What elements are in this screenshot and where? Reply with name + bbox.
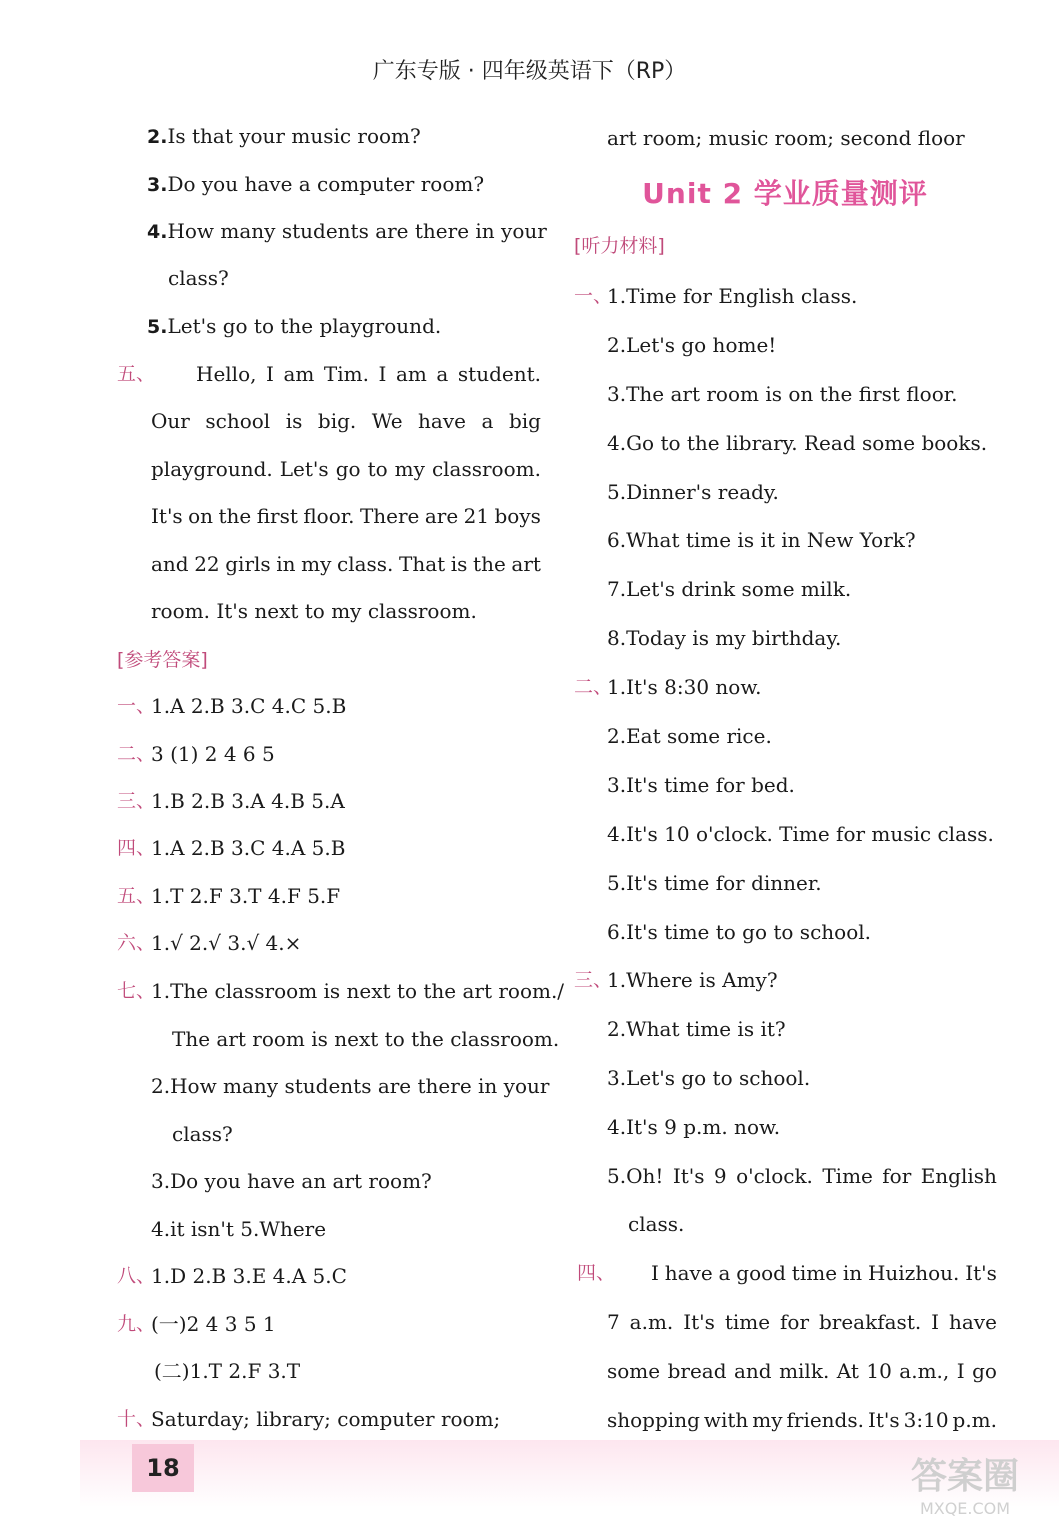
list-item xyxy=(147,122,542,151)
section-label: 六、 xyxy=(117,932,156,954)
passage-line: 7 a.m. It's time for breakfast. I have xyxy=(607,1310,997,1334)
passage-line: It's on the first floor. There are 21 boys xyxy=(151,504,541,528)
item-text: class? xyxy=(168,266,229,290)
answer-line: 1.T 2.F 3.T 4.F 5.F xyxy=(151,884,341,908)
section-label: 八、 xyxy=(117,1265,156,1287)
listening-line: 6.It's time to go to school. xyxy=(607,920,871,944)
section-label: 四、 xyxy=(577,1262,616,1284)
listening-line: 5.It's time for dinner. xyxy=(607,871,822,895)
section-label: 五、 xyxy=(117,885,156,907)
answer-line: 1.A 2.B 3.C 4.C 5.B xyxy=(151,694,347,718)
listening-line: 2.Eat some rice. xyxy=(607,724,772,748)
section-label: 四、 xyxy=(117,837,156,859)
listening-line: 4.Go to the library. Read some books. xyxy=(607,431,988,455)
item-text: Let's go to the playground. xyxy=(167,314,442,338)
answer-line: 4.it isn't 5.Where xyxy=(151,1217,327,1241)
answer-line: 1.B 2.B 3.A 4.B 5.A xyxy=(151,789,345,813)
list-item xyxy=(147,170,542,199)
listening-line: 8.Today is my birthday. xyxy=(607,626,842,650)
listening-line: 5.Oh! It's 9 o'clock. Time for English xyxy=(607,1164,997,1188)
continued-answer-line: art room; music room; second floor xyxy=(607,126,965,150)
listening-line: 3.The art room is on the first floor. xyxy=(607,382,958,406)
answer-line: 1.D 2.B 3.E 4.A 5.C xyxy=(151,1264,347,1288)
answers-label: [参考答案] xyxy=(117,649,208,671)
passage-line: Hello, I am Tim. I am a student. xyxy=(196,362,541,386)
passage-line: playground. Let's go to my classroom. xyxy=(151,457,541,481)
section-label: 一、 xyxy=(117,695,156,717)
watermark-logo xyxy=(880,1455,1050,1530)
list-item xyxy=(168,264,563,292)
item-text: Is that your music room? xyxy=(167,124,421,148)
section-label: 五、 xyxy=(117,363,156,385)
passage-line: room. It's next to my classroom. xyxy=(151,599,477,623)
list-item xyxy=(147,312,542,341)
answer-line: (二)1.T 2.F 3.T xyxy=(154,1359,301,1383)
listening-line: 1.Time for English class. xyxy=(607,284,858,308)
answer-line: 3 (1) 2 4 6 5 xyxy=(151,742,275,766)
page-header: 广东专版 · 四年级英语下（RP） xyxy=(372,59,687,84)
section-label: 三、 xyxy=(574,969,613,991)
listening-line: 7.Let's drink some milk. xyxy=(607,577,852,601)
answer-line: The art room is next to the classroom. xyxy=(172,1027,560,1051)
answer-line: Saturday; library; computer room; xyxy=(151,1407,501,1431)
section-label: 十、 xyxy=(117,1408,156,1430)
section-label: 二、 xyxy=(574,676,613,698)
watermark-url: MXQE.COM xyxy=(919,1499,1011,1518)
listening-line: 4.It's 10 o'clock. Time for music class. xyxy=(607,822,994,846)
item-text: How many students are there in your xyxy=(167,219,547,243)
listening-line: 6.What time is it in New York? xyxy=(607,528,916,552)
answer-line: (一)2 4 3 5 1 xyxy=(151,1312,276,1336)
watermark-text: 答案圈 xyxy=(910,1456,1019,1497)
listening-line: 2.What time is it? xyxy=(607,1017,786,1041)
item-number: 3. xyxy=(147,174,168,196)
passage-line: some bread and milk. At 10 a.m., I go xyxy=(607,1359,997,1383)
answer-line: 1.√ 2.√ 3.√ 4.× xyxy=(151,931,302,955)
section-label: 七、 xyxy=(117,980,156,1002)
listening-line: 3.Let's go to school. xyxy=(607,1066,811,1090)
section-label: 九、 xyxy=(117,1313,156,1335)
answer-line: 1.A 2.B 3.C 4.A 5.B xyxy=(151,836,346,860)
answer-line: 2.How many students are there in your xyxy=(151,1074,550,1098)
passage-line: I have a good time in Huizhou. It's xyxy=(651,1261,997,1285)
answer-line: 3.Do you have an art room? xyxy=(151,1169,432,1193)
answer-line: 1.The classroom is next to the art room./ xyxy=(151,979,565,1003)
listening-line: 2.Let's go home! xyxy=(607,333,777,357)
item-number: 4. xyxy=(147,221,168,243)
unit-title: Unit 2 学业质量测评 xyxy=(642,177,928,210)
passage-line: and 22 girls in my class. That is the art xyxy=(151,552,541,576)
list-item xyxy=(147,217,547,246)
section-label: 一、 xyxy=(574,285,613,307)
listening-line: 4.It's 9 p.m. now. xyxy=(607,1115,781,1139)
page-number: 18 xyxy=(132,1444,194,1492)
item-text: Do you have a computer room? xyxy=(167,172,485,196)
answer-line: class? xyxy=(172,1122,233,1146)
listening-line: 1.It's 8:30 now. xyxy=(607,675,762,699)
passage-line: Our school is big. We have a big xyxy=(151,409,541,433)
listening-line: 3.It's time for bed. xyxy=(607,773,795,797)
listening-line: 5.Dinner's ready. xyxy=(607,480,779,504)
section-label: 三、 xyxy=(117,790,156,812)
listening-label: [听力材料] xyxy=(574,235,665,257)
item-number: 5. xyxy=(147,316,168,338)
item-number: 2. xyxy=(147,126,168,148)
listening-line: class. xyxy=(628,1212,685,1236)
section-label: 二、 xyxy=(117,743,156,765)
passage-line: shopping with my friends. It's 3:10 p.m. xyxy=(607,1408,997,1432)
listening-line: 1.Where is Amy? xyxy=(607,968,778,992)
